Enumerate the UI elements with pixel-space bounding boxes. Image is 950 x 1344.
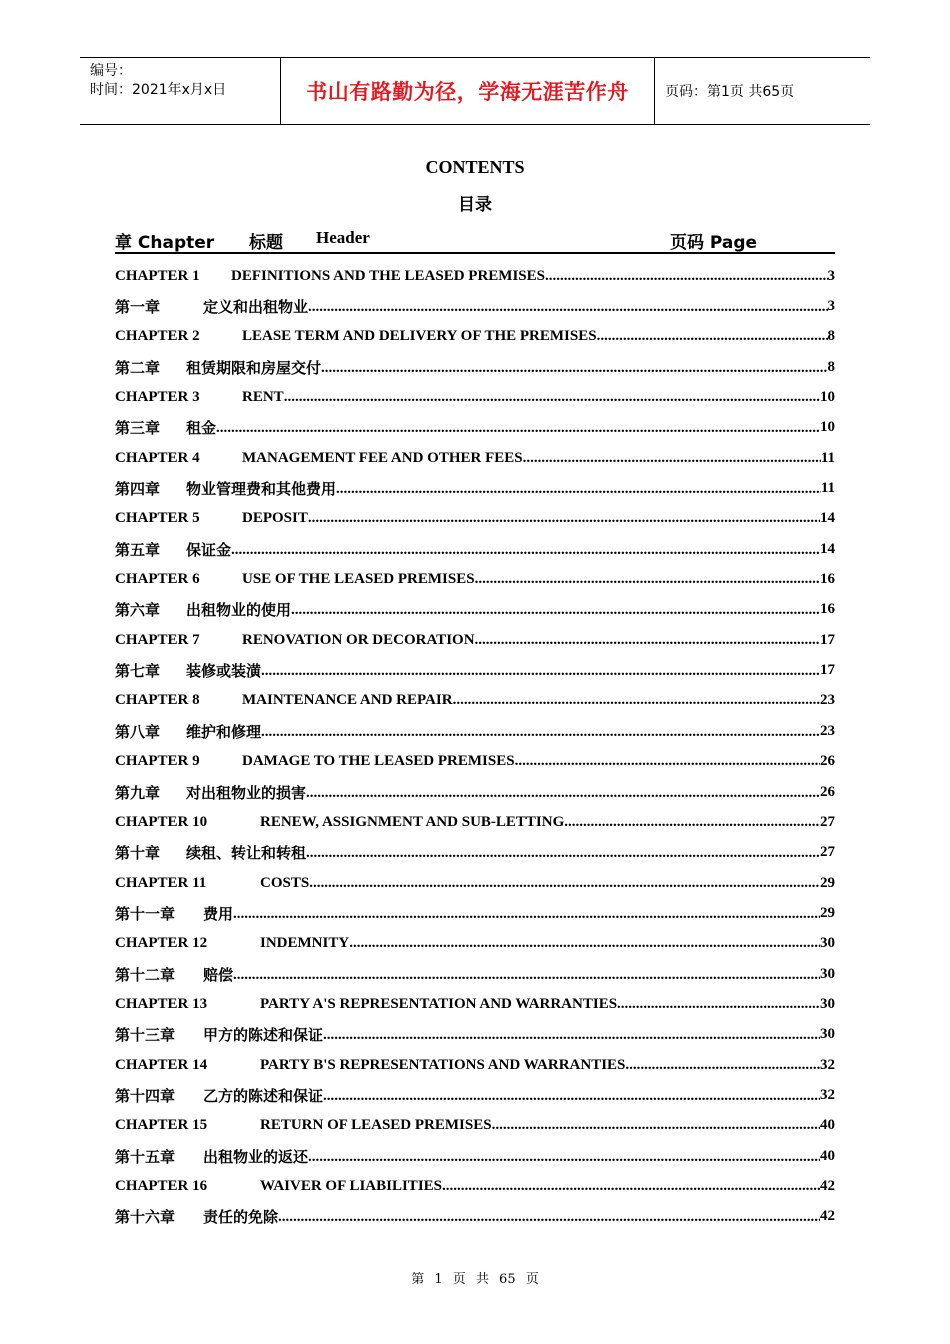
toc-dot-leader bbox=[336, 479, 821, 498]
toc-dot-leader bbox=[515, 753, 820, 770]
toc-entry[interactable] bbox=[115, 1141, 835, 1171]
toc-dot-leader bbox=[308, 510, 820, 527]
toc-page-number: 3 bbox=[827, 298, 835, 315]
toc-entry[interactable] bbox=[115, 807, 835, 837]
toc-entry[interactable] bbox=[115, 504, 835, 534]
toc-dot-leader bbox=[323, 1025, 820, 1044]
toc-dot-leader bbox=[233, 904, 820, 923]
toc-title: RENEW, ASSIGNMENT AND SUB-LETTING bbox=[260, 813, 565, 830]
toc-entry[interactable] bbox=[115, 595, 835, 625]
toc-dot-leader bbox=[308, 297, 827, 316]
header-page-info: 页码：第1页 共65页 bbox=[665, 84, 795, 100]
toc-dot-leader bbox=[564, 814, 820, 831]
toc-entry[interactable] bbox=[115, 655, 835, 685]
toc-entry[interactable] bbox=[115, 747, 835, 777]
toc-title: 甲方的陈述和保证 bbox=[203, 1026, 324, 1045]
toc-entry[interactable] bbox=[115, 898, 835, 928]
toc-chapter-label: 第七章 bbox=[115, 662, 161, 681]
toc-chapter-label: 第八章 bbox=[115, 722, 161, 741]
toc-title: PARTY A'S REPRESENTATION AND WARRANTIES bbox=[260, 995, 618, 1012]
toc-title: 对出租物业的损害 bbox=[186, 783, 307, 802]
toc-page-number: 29 bbox=[820, 874, 835, 891]
document-number-label: 编号： bbox=[90, 63, 132, 79]
toc-page-number: 30 bbox=[820, 995, 835, 1012]
toc-column-header bbox=[115, 228, 835, 254]
toc-chapter-label: CHAPTER 10 bbox=[115, 813, 208, 830]
toc-dot-leader bbox=[261, 661, 820, 680]
toc-page-number: 14 bbox=[820, 540, 835, 557]
column-chapter: 章 Chapter bbox=[115, 233, 215, 253]
toc-chapter-label: CHAPTER 7 bbox=[115, 631, 200, 648]
toc-entry[interactable] bbox=[115, 443, 835, 473]
toc-dot-leader bbox=[309, 875, 820, 892]
toc-chapter-label: CHAPTER 11 bbox=[115, 874, 207, 891]
toc-page-number: 16 bbox=[820, 571, 835, 588]
column-header-en: Header bbox=[316, 228, 370, 247]
toc-chapter-label: 第十五章 bbox=[115, 1147, 176, 1166]
contents-title-cn: 目录 bbox=[458, 195, 492, 215]
toc-dot-leader bbox=[453, 692, 820, 709]
toc-page-number: 10 bbox=[820, 419, 835, 436]
toc-title: 出租物业的返还 bbox=[203, 1147, 309, 1166]
toc-page-number: 42 bbox=[820, 1177, 835, 1194]
toc-chapter-label: CHAPTER 16 bbox=[115, 1177, 208, 1194]
toc-title: PARTY B'S REPRESENTATIONS AND WARRANTIES bbox=[260, 1056, 626, 1073]
toc-page-number: 42 bbox=[820, 1208, 835, 1225]
toc-dot-leader bbox=[475, 571, 820, 588]
toc-chapter-label: CHAPTER 5 bbox=[115, 510, 200, 527]
toc-title: 保证金 bbox=[186, 540, 232, 559]
toc-title: 乙方的陈述和保证 bbox=[203, 1086, 324, 1105]
toc-dot-leader bbox=[597, 328, 828, 345]
toc-chapter-label: CHAPTER 9 bbox=[115, 753, 200, 770]
toc-dot-leader bbox=[306, 843, 820, 862]
toc-page-number: 14 bbox=[820, 510, 835, 527]
toc-entry[interactable] bbox=[115, 1080, 835, 1110]
toc-title: 租金 bbox=[186, 419, 217, 438]
toc-dot-leader bbox=[475, 632, 820, 649]
toc-chapter-label: CHAPTER 2 bbox=[115, 328, 200, 345]
toc-title: DAMAGE TO THE LEASED PREMISES bbox=[242, 753, 515, 770]
toc-title: 赔偿 bbox=[203, 965, 234, 984]
toc-dot-leader bbox=[231, 540, 820, 559]
toc-title: 续租、转让和转租 bbox=[186, 844, 307, 863]
toc-chapter-label: CHAPTER 14 bbox=[115, 1056, 208, 1073]
toc-chapter-label: CHAPTER 13 bbox=[115, 995, 208, 1012]
toc-chapter-label: 第二章 bbox=[115, 358, 161, 377]
toc-chapter-label: 第九章 bbox=[115, 783, 161, 802]
toc-dot-leader bbox=[442, 1178, 820, 1195]
toc-chapter-label: 第十六章 bbox=[115, 1208, 176, 1227]
column-page: 页码 Page bbox=[670, 233, 758, 253]
toc-chapter-label: 第一章 bbox=[115, 298, 161, 317]
contents-title: CONTENTS bbox=[425, 157, 525, 177]
toc-page-number: 26 bbox=[820, 783, 835, 800]
toc-page-number: 11 bbox=[820, 449, 835, 466]
toc-chapter-label: CHAPTER 8 bbox=[115, 692, 200, 709]
toc-entry[interactable] bbox=[115, 291, 835, 321]
toc-page-number: 27 bbox=[820, 844, 835, 861]
toc-entry[interactable] bbox=[115, 959, 835, 989]
toc-page-number: 23 bbox=[820, 722, 835, 739]
toc-dot-leader bbox=[625, 1057, 820, 1074]
toc-entry[interactable] bbox=[115, 1020, 835, 1050]
header-motto: 书山有路勤为径，学海无涯苦作舟 bbox=[281, 58, 655, 124]
toc-page-number: 8 bbox=[827, 328, 835, 345]
toc-entry[interactable] bbox=[115, 534, 835, 564]
toc-entry[interactable] bbox=[115, 929, 835, 959]
toc-chapter-label: 第十章 bbox=[115, 844, 161, 863]
toc-page-number: 40 bbox=[820, 1147, 835, 1164]
toc-dot-leader bbox=[308, 1147, 820, 1166]
toc-page-number: 30 bbox=[820, 1026, 835, 1043]
toc-chapter-label: CHAPTER 6 bbox=[115, 571, 200, 588]
toc-dot-leader bbox=[216, 418, 820, 437]
toc-entry[interactable] bbox=[115, 322, 835, 352]
toc-title: 定义和出租物业 bbox=[203, 298, 309, 317]
toc-title: USE OF THE LEASED PREMISES bbox=[242, 571, 475, 588]
toc-chapter-label: 第三章 bbox=[115, 419, 161, 438]
toc-entry[interactable] bbox=[115, 261, 835, 291]
toc-dot-leader bbox=[278, 1207, 820, 1226]
toc-entry[interactable] bbox=[115, 716, 835, 746]
toc-entry[interactable] bbox=[115, 1202, 835, 1232]
toc-entry[interactable] bbox=[115, 1050, 835, 1080]
toc-chapter-label: 第六章 bbox=[115, 601, 161, 620]
toc-dot-leader bbox=[291, 600, 820, 619]
toc-entry[interactable] bbox=[115, 838, 835, 868]
toc-entry[interactable] bbox=[115, 989, 835, 1019]
toc-entry[interactable] bbox=[115, 1111, 835, 1141]
toc-page-number: 17 bbox=[820, 662, 835, 679]
toc-chapter-label: 第十二章 bbox=[115, 965, 176, 984]
toc-chapter-label: CHAPTER 1 bbox=[115, 267, 200, 284]
page-header bbox=[80, 57, 870, 125]
toc-dot-leader bbox=[284, 389, 820, 406]
toc-dot-leader bbox=[323, 1086, 820, 1105]
toc-dot-leader bbox=[617, 996, 820, 1013]
toc-chapter-label: 第五章 bbox=[115, 540, 161, 559]
toc-entry[interactable] bbox=[115, 564, 835, 594]
toc-page-number: 32 bbox=[820, 1056, 835, 1073]
toc-page-number: 32 bbox=[820, 1086, 835, 1103]
toc-title: COSTS bbox=[260, 874, 310, 891]
toc-title: 物业管理费和其他费用 bbox=[186, 480, 337, 499]
toc-title: 租赁期限和房屋交付 bbox=[186, 358, 322, 377]
toc-title: 装修或装潢 bbox=[186, 662, 262, 681]
toc-page-number: 10 bbox=[820, 389, 835, 406]
toc-dot-leader bbox=[349, 935, 820, 952]
toc-entry[interactable] bbox=[115, 382, 835, 412]
toc-chapter-label: CHAPTER 15 bbox=[115, 1117, 208, 1134]
toc-entry[interactable] bbox=[115, 868, 835, 898]
toc-dot-leader bbox=[523, 450, 821, 467]
toc-page-number: 30 bbox=[820, 935, 835, 952]
toc-chapter-label: 第十四章 bbox=[115, 1086, 176, 1105]
toc-chapter-label: 第十三章 bbox=[115, 1026, 176, 1045]
toc-title: 维护和修理 bbox=[186, 722, 262, 741]
toc-entry[interactable] bbox=[115, 777, 835, 807]
toc-title: INDEMNITY bbox=[260, 935, 350, 952]
toc-entry[interactable] bbox=[115, 352, 835, 382]
toc-chapter-label: CHAPTER 4 bbox=[115, 449, 200, 466]
toc-title: WAIVER OF LIABILITIES bbox=[260, 1177, 442, 1194]
toc-title: DEPOSIT bbox=[242, 510, 308, 527]
toc-page-number: 30 bbox=[820, 965, 835, 982]
toc-page-number: 3 bbox=[827, 267, 835, 284]
page-footer: 第 1 页 共 65 页 bbox=[411, 1272, 539, 1287]
toc-dot-leader bbox=[492, 1117, 820, 1134]
toc-dot-leader bbox=[261, 722, 820, 741]
header-meta bbox=[80, 58, 281, 124]
column-header-cn: 标题 bbox=[249, 233, 283, 253]
toc-title: MANAGEMENT FEE AND OTHER FEES bbox=[242, 449, 523, 466]
toc-entry[interactable] bbox=[115, 473, 835, 503]
toc-title: RETURN OF LEASED PREMISES bbox=[260, 1117, 492, 1134]
toc-chapter-label: CHAPTER 12 bbox=[115, 935, 208, 952]
toc-title: RENT bbox=[242, 389, 284, 406]
toc-dot-leader bbox=[545, 268, 828, 285]
toc-title: 责任的免除 bbox=[203, 1208, 279, 1227]
toc-page-number: 40 bbox=[820, 1117, 835, 1134]
toc-title: DEFINITIONS AND THE LEASED PREMISES bbox=[231, 267, 545, 284]
toc-page-number: 29 bbox=[820, 904, 835, 921]
toc-page-number: 8 bbox=[827, 358, 835, 375]
toc-chapter-label: 第四章 bbox=[115, 480, 161, 499]
toc-dot-leader bbox=[233, 965, 820, 984]
toc-entry[interactable] bbox=[115, 686, 835, 716]
toc-entry[interactable] bbox=[115, 413, 835, 443]
toc-dot-leader bbox=[321, 358, 827, 377]
toc-title: 出租物业的使用 bbox=[186, 601, 292, 620]
table-of-contents bbox=[115, 261, 835, 1232]
toc-title: MAINTENANCE AND REPAIR bbox=[242, 692, 453, 709]
toc-entry[interactable] bbox=[115, 625, 835, 655]
toc-chapter-label: 第十一章 bbox=[115, 904, 176, 923]
document-time-label: 时间：2021年x月x日 bbox=[90, 82, 227, 98]
toc-page-number: 16 bbox=[820, 601, 835, 618]
toc-title: RENOVATION OR DECORATION bbox=[242, 631, 475, 648]
toc-title: LEASE TERM AND DELIVERY OF THE PREMISES bbox=[242, 328, 597, 345]
toc-page-number: 11 bbox=[820, 480, 835, 497]
toc-title: 费用 bbox=[203, 904, 234, 923]
toc-entry[interactable] bbox=[115, 1171, 835, 1201]
toc-page-number: 26 bbox=[820, 753, 835, 770]
toc-chapter-label: CHAPTER 3 bbox=[115, 389, 200, 406]
toc-page-number: 17 bbox=[820, 631, 835, 648]
toc-dot-leader bbox=[306, 783, 820, 802]
toc-page-number: 23 bbox=[820, 692, 835, 709]
toc-page-number: 27 bbox=[820, 813, 835, 830]
